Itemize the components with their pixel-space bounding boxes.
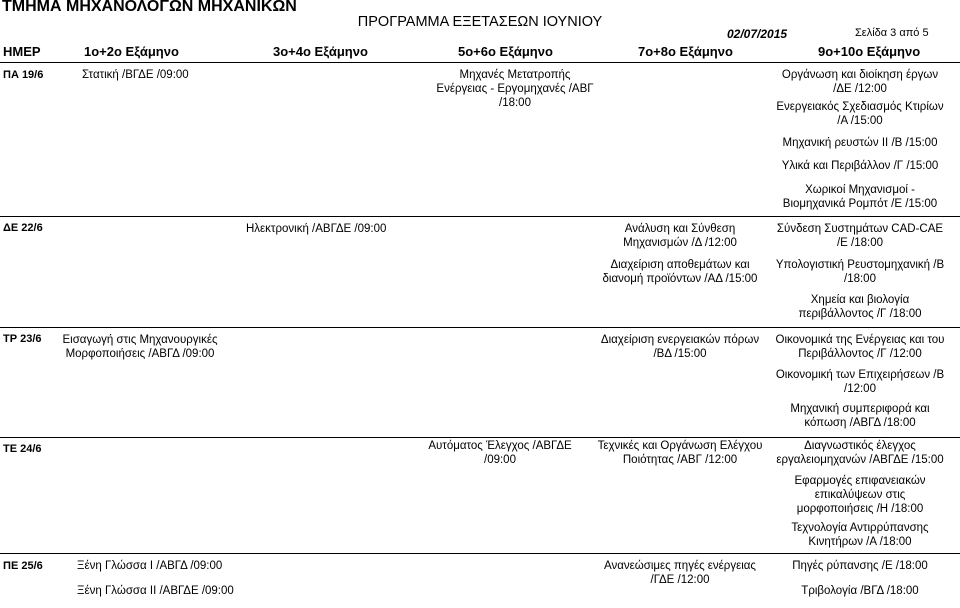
exam-line: /12:00 [844,383,876,395]
page-title: ΠΡΟΓΡΑΜΜΑ ΕΞΕΤΑΣΕΩΝ ΙΟΥΝΙΟΥ [357,14,603,30]
exam-line: εργαλειομηχανών /ΑΒΓΔΕ /15:00 [776,454,944,466]
exam-entry [760,222,960,250]
exam-line: Ανάλυση και Σύνθεση [624,223,736,235]
exam-line: Ξένη Γλώσσα Ι /ΑΒΓΔ /09:00 [77,560,223,572]
column-header-semester-1-2: 1ο+2ο Εξάμηνο [84,44,179,59]
exam-line: Ενεργειακός Σχεδιασμός Κτιρίων [776,101,944,113]
exam-line: Βιομηχανικά Ρομπότ /Ε /15:00 [782,198,938,210]
column-header-semester-7-8: 7ο+8ο Εξάμηνο [638,44,733,59]
exam-line: μορφοποιήσεις /Η /18:00 [796,503,924,515]
exam-entry [760,474,960,516]
exam-line: επικαλύψεων στις [814,489,906,501]
exam-line: Οικονομική των Επιχειρήσεων /Β [775,369,945,381]
exam-entry [400,439,600,467]
exam-line: /Α /15:00 [837,115,883,127]
exam-line: Μηχανισμών /Δ /12:00 [623,237,737,249]
exam-line: Στατική /ΒΓΔΕ /09:00 [82,69,189,81]
exam-line: /ΓΔΕ /12:00 [650,574,710,586]
exam-line: Υπολογιστική Ρευστομηχανική /Β [775,259,945,271]
exam-entry [82,68,189,82]
exam-entry [760,258,960,286]
day-label: ΠΕ 25/6 [3,560,43,572]
exam-line: /18:00 [844,273,876,285]
exam-line: /09:00 [484,454,516,466]
exam-entry [580,222,780,250]
exam-line: διανομή προϊόντων /ΑΔ /15:00 [602,273,758,285]
exam-entry [760,439,960,467]
exam-entry [580,258,780,286]
exam-line: /ΔΕ /12:00 [833,83,887,95]
exam-line: Ενέργειας - Εργομηχανές /ΑΒΓ [436,83,594,95]
exam-entry [400,68,630,110]
exam-entry [580,333,780,361]
exam-line: Τριβολογία /ΒΓΔ /18:00 [801,585,919,597]
day-label: ΔΕ 22/6 [3,222,43,234]
page-number: Σελίδα 3 από 5 [855,27,929,39]
department-title: ΤΜΗΜΑ ΜΗΧΑΝΟΛΟΓΩΝ ΜΗΧΑΝΙΚΩΝ [2,0,297,15]
exam-line: Ηλεκτρονική /ΑΒΓΔΕ /09:00 [246,223,387,235]
exam-entry [760,136,960,150]
exam-line: Εφαρμογές επιφανειακών [794,475,926,487]
exam-line: Ξένη Γλώσσα ΙΙ /ΑΒΓΔΕ /09:00 [77,585,234,597]
exam-entry [760,368,960,396]
print-date: 02/07/2015 [727,27,788,41]
exam-entry [77,559,222,573]
exam-entry [760,68,960,96]
day-label: ΤΡ 23/6 [3,333,42,345]
exam-line: Μηχανική ρευστών ΙΙ /Β /15:00 [782,137,938,149]
row-divider [0,553,960,554]
exam-line: Οικονομικά της Ενέργειας και του [775,334,945,346]
exam-entry [580,559,780,587]
exam-entry [760,159,960,173]
day-label: ΤΕ 24/6 [3,443,42,455]
exam-line: Ανανεώσιμες πηγές ενέργειας [604,560,756,572]
exam-line: Χωρικοί Μηχανισμοί - [805,184,915,196]
exam-line: /ΒΔ /15:00 [653,348,707,360]
exam-line: Ποιότητας /ΑΒΓ /12:00 [622,454,738,466]
exam-line: Διαχείριση ενεργειακών πόρων [600,334,760,346]
column-header-semester-3-4: 3ο+4ο Εξάμηνο [273,44,368,59]
exam-entry [40,333,240,361]
exam-line: κόπωση /ΑΒΓΔ /18:00 [804,417,916,429]
exam-line: Σύνδεση Συστημάτων CAD-CAE [776,223,944,235]
row-divider [0,327,960,328]
exam-entry [760,584,960,598]
header-divider [0,62,960,63]
exam-line: Μηχανές Μετατροπής [459,69,571,81]
exam-line: Μηχανική συμπεριφορά και [790,403,930,415]
exam-line: /Ε /18:00 [836,237,884,249]
exam-line: Τεχνικές και Οργάνωση Ελέγχου [597,440,763,452]
exam-line: Κινητήρων /Α /18:00 [808,536,912,548]
row-divider [0,216,960,217]
exam-line: /18:00 [499,97,531,109]
exam-line: Περιβάλλοντος /Γ /12:00 [798,348,922,360]
exam-line: Υλικά και Περιβάλλον /Γ /15:00 [781,160,939,172]
exam-entry [760,521,960,549]
exam-line: Διαγνωστικός έλεγχος [804,440,916,452]
exam-line: Τεχνολογία Αντιρρύπανσης [791,522,929,534]
exam-entry [77,584,234,598]
exam-line: Μορφοποιήσεις /ΑΒΓΔ /09:00 [65,348,215,360]
exam-line: Αυτόματος Έλεγχος /ΑΒΓΔΕ [428,440,572,452]
exam-entry [760,183,960,211]
exam-line: περιβάλλοντος /Γ /18:00 [798,308,922,320]
exam-entry [760,402,960,430]
row-divider [0,437,960,438]
day-label: ΠΑ 19/6 [3,69,44,81]
exam-line: Διαχείριση αποθεμάτων και [610,259,750,271]
exam-line: Εισαγωγή στις Μηχανουργικές [62,334,218,346]
exam-entry [580,439,780,467]
exam-entry [760,559,960,573]
column-header-day: ΗΜΕΡ [3,44,41,59]
exam-entry [760,293,960,321]
column-header-semester-5-6: 5ο+6ο Εξάμηνο [458,44,553,59]
exam-entry [760,333,960,361]
exam-line: Πηγές ρύπανσης /Ε /18:00 [792,560,928,572]
exam-line: Χημεία και βιολογία [810,294,910,306]
exam-line: Οργάνωση και διοίκηση έργων [781,69,939,81]
exam-entry [246,222,386,236]
column-header-semester-9-10: 9ο+10ο Εξάμηνο [818,44,921,59]
exam-entry [760,100,960,128]
